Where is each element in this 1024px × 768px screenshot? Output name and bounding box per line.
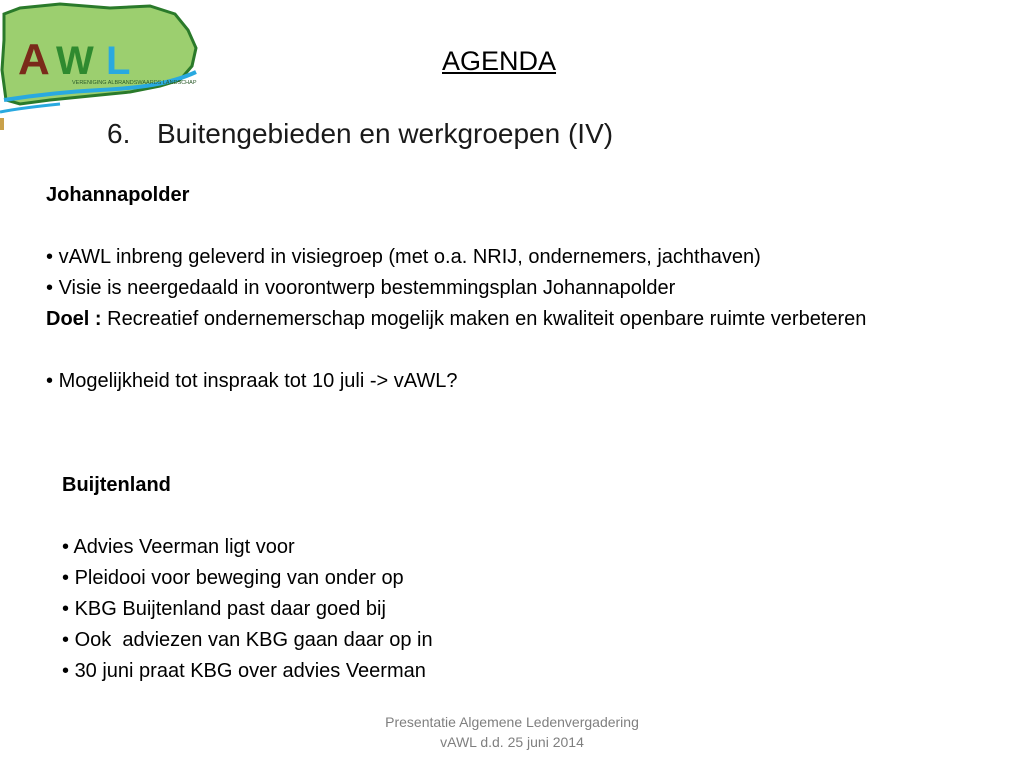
buijtenland-block bbox=[62, 470, 762, 687]
list-item: • Visie is neergedaald in voorontwerp bestemmingsplan Johannapolder bbox=[46, 277, 676, 299]
footer-line-2: vAWL d.d. 25 juni 2014 bbox=[440, 734, 584, 750]
section-number: 6. bbox=[107, 118, 131, 149]
spacer bbox=[62, 501, 762, 532]
logo-letter-w: W bbox=[56, 39, 94, 83]
section-text: Buitengebieden en werkgroepen (IV) bbox=[157, 118, 614, 149]
list-item: • KBG Buijtenland past daar goed bij bbox=[62, 598, 386, 620]
logo-letter-a: A bbox=[18, 35, 50, 84]
list-item-text: 30 juni praat KBG over advies Veerman bbox=[74, 660, 426, 682]
list-item-text: Pleidooi voor beweging van onder op bbox=[74, 567, 404, 589]
list-item-text: vAWL inbreng geleverd in visiegroep (met o.a. NRIJ, ondernemers, jachthaven) bbox=[58, 246, 761, 268]
spacer bbox=[46, 335, 946, 366]
doel-text: Recreatief ondernemerschap mogelijk maken en kwaliteit openbare ruimte verbeteren bbox=[101, 308, 867, 330]
footer-line-1: Presentatie Algemene Ledenvergadering bbox=[385, 714, 639, 730]
section-heading bbox=[107, 118, 613, 150]
list-item-text: Advies Veerman ligt voor bbox=[73, 536, 295, 558]
list-item: • Pleidooi voor beweging van onder op bbox=[62, 567, 404, 589]
list-item: • vAWL inbreng geleverd in visiegroep (met o.a. NRIJ, ondernemers, jachthaven) bbox=[46, 246, 761, 268]
johannapolder-block bbox=[46, 180, 946, 397]
awl-logo bbox=[0, 0, 200, 130]
awl-logo-graphic bbox=[0, 0, 200, 130]
spacer bbox=[46, 211, 946, 242]
list-item: • Advies Veerman ligt voor bbox=[62, 536, 295, 558]
logo-letter-l: L bbox=[106, 39, 131, 83]
page-title: AGENDA bbox=[442, 46, 557, 76]
list-item: • Ook adviezen van KBG gaan daar op in bbox=[62, 629, 433, 651]
doel-paragraph bbox=[46, 304, 916, 335]
johannapolder-heading: Johannapolder bbox=[46, 184, 190, 206]
footer bbox=[312, 712, 712, 752]
list-item-text: Visie is neergedaald in voorontwerp bestemmingsplan Johannapolder bbox=[58, 277, 676, 299]
list-item-text: Ook adviezen van KBG gaan daar op in bbox=[74, 629, 433, 651]
doel-label: Doel : bbox=[46, 308, 102, 330]
logo-subtitle: VERENIGING ALBRANDSWAARDS LANDSCHAP bbox=[72, 80, 197, 86]
list-item: • 30 juni praat KBG over advies Veerman bbox=[62, 660, 426, 682]
list-item-text: KBG Buijtenland past daar goed bij bbox=[74, 598, 386, 620]
buijtenland-heading: Buijtenland bbox=[62, 474, 171, 496]
list-item-text: Mogelijkheid tot inspraak tot 10 juli -> vAWL? bbox=[58, 370, 458, 392]
list-item: • Mogelijkheid tot inspraak tot 10 juli -> vAWL? bbox=[46, 370, 458, 392]
